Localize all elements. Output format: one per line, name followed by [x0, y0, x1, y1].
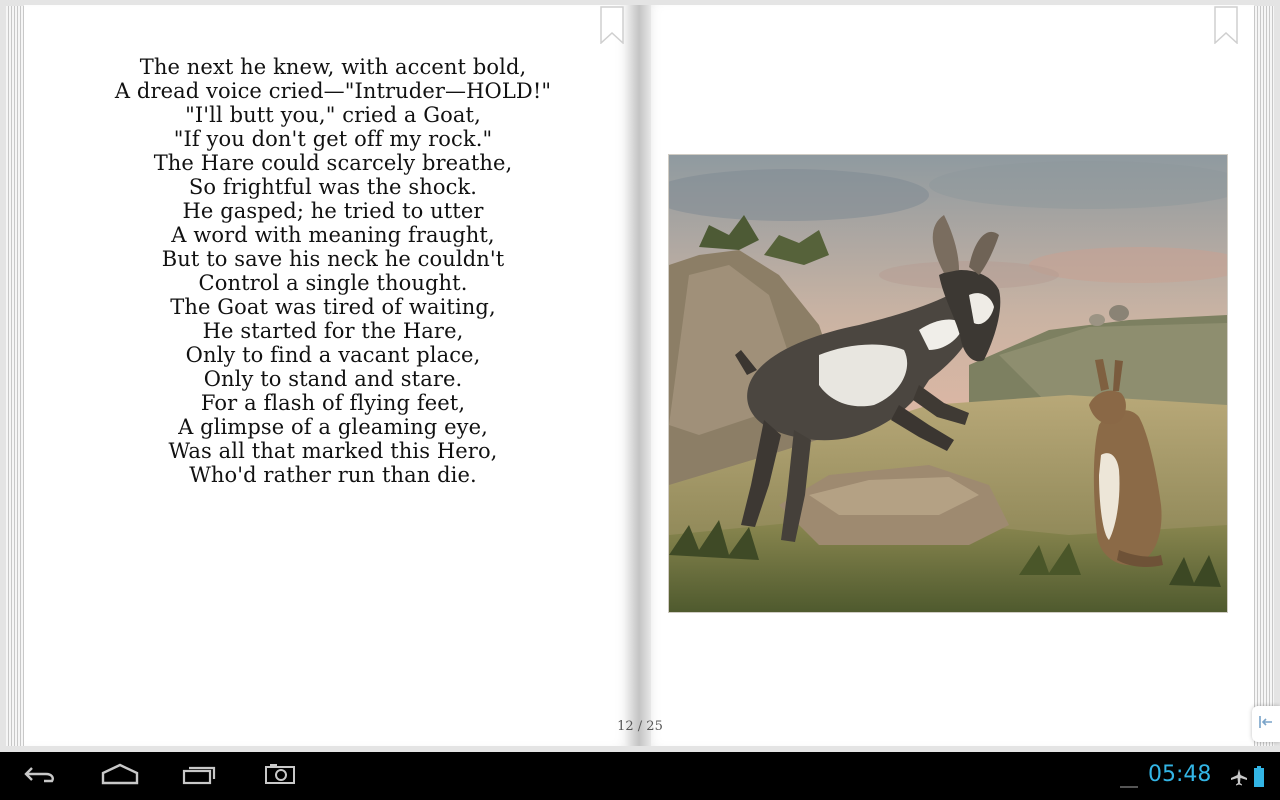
- left-bookmark-icon[interactable]: [600, 6, 624, 44]
- collapse-arrow-icon: [1258, 714, 1274, 734]
- poem-line: The next he knew, with accent bold,: [139, 55, 527, 79]
- poem-line: Only to find a vacant place,: [185, 343, 481, 367]
- poem-line: For a flash of flying feet,: [200, 391, 466, 415]
- back-button[interactable]: [12, 760, 68, 792]
- poem-line: He gasped; he tried to utter: [182, 199, 484, 223]
- poem-line: So frightful was the shock.: [188, 175, 478, 199]
- screenshot-icon: [264, 763, 296, 789]
- poem-line: A word with meaning fraught,: [171, 223, 495, 247]
- poem-line: But to save his neck he couldn't: [161, 247, 505, 271]
- poem-line: Was all that marked this Hero,: [168, 439, 498, 463]
- system-navigation-bar: [0, 752, 1280, 800]
- screenshot-button[interactable]: [252, 760, 308, 792]
- status-clock[interactable]: 05:48: [1148, 762, 1212, 787]
- home-icon: [100, 763, 140, 789]
- notification-dash-icon: [1120, 775, 1138, 794]
- recent-apps-button[interactable]: [172, 760, 228, 792]
- poem-line: A dread voice cried—"Intruder—HOLD!": [114, 79, 552, 103]
- poem-line: The Hare could scarcely breathe,: [153, 151, 513, 175]
- poem-line: He started for the Hare,: [202, 319, 464, 343]
- poem-line: A glimpse of a gleaming eye,: [178, 415, 488, 439]
- book-spine-gutter: [625, 5, 651, 746]
- recent-apps-icon: [182, 763, 218, 789]
- page-counter: 12 / 25: [617, 719, 663, 734]
- poem-text: [40, 55, 626, 487]
- right-bookmark-icon[interactable]: [1214, 6, 1238, 44]
- illustration-drawing: [669, 155, 1227, 612]
- poem-line: Only to stand and stare.: [203, 367, 463, 391]
- airplane-mode-icon: [1230, 768, 1248, 790]
- goat-and-hare-illustration[interactable]: [668, 154, 1228, 613]
- battery-icon: [1253, 766, 1265, 792]
- poem-line: "I'll butt you," cried a Goat,: [185, 103, 481, 127]
- poem-line: Who'd rather run than die.: [189, 463, 477, 487]
- back-icon: [22, 764, 58, 788]
- home-button[interactable]: [92, 760, 148, 792]
- poem-line: The Goat was tired of waiting,: [170, 295, 496, 319]
- poem-line: "If you don't get off my rock.": [173, 127, 493, 151]
- poem-line: Control a single thought.: [198, 271, 468, 295]
- collapse-panel-tab[interactable]: [1252, 706, 1280, 742]
